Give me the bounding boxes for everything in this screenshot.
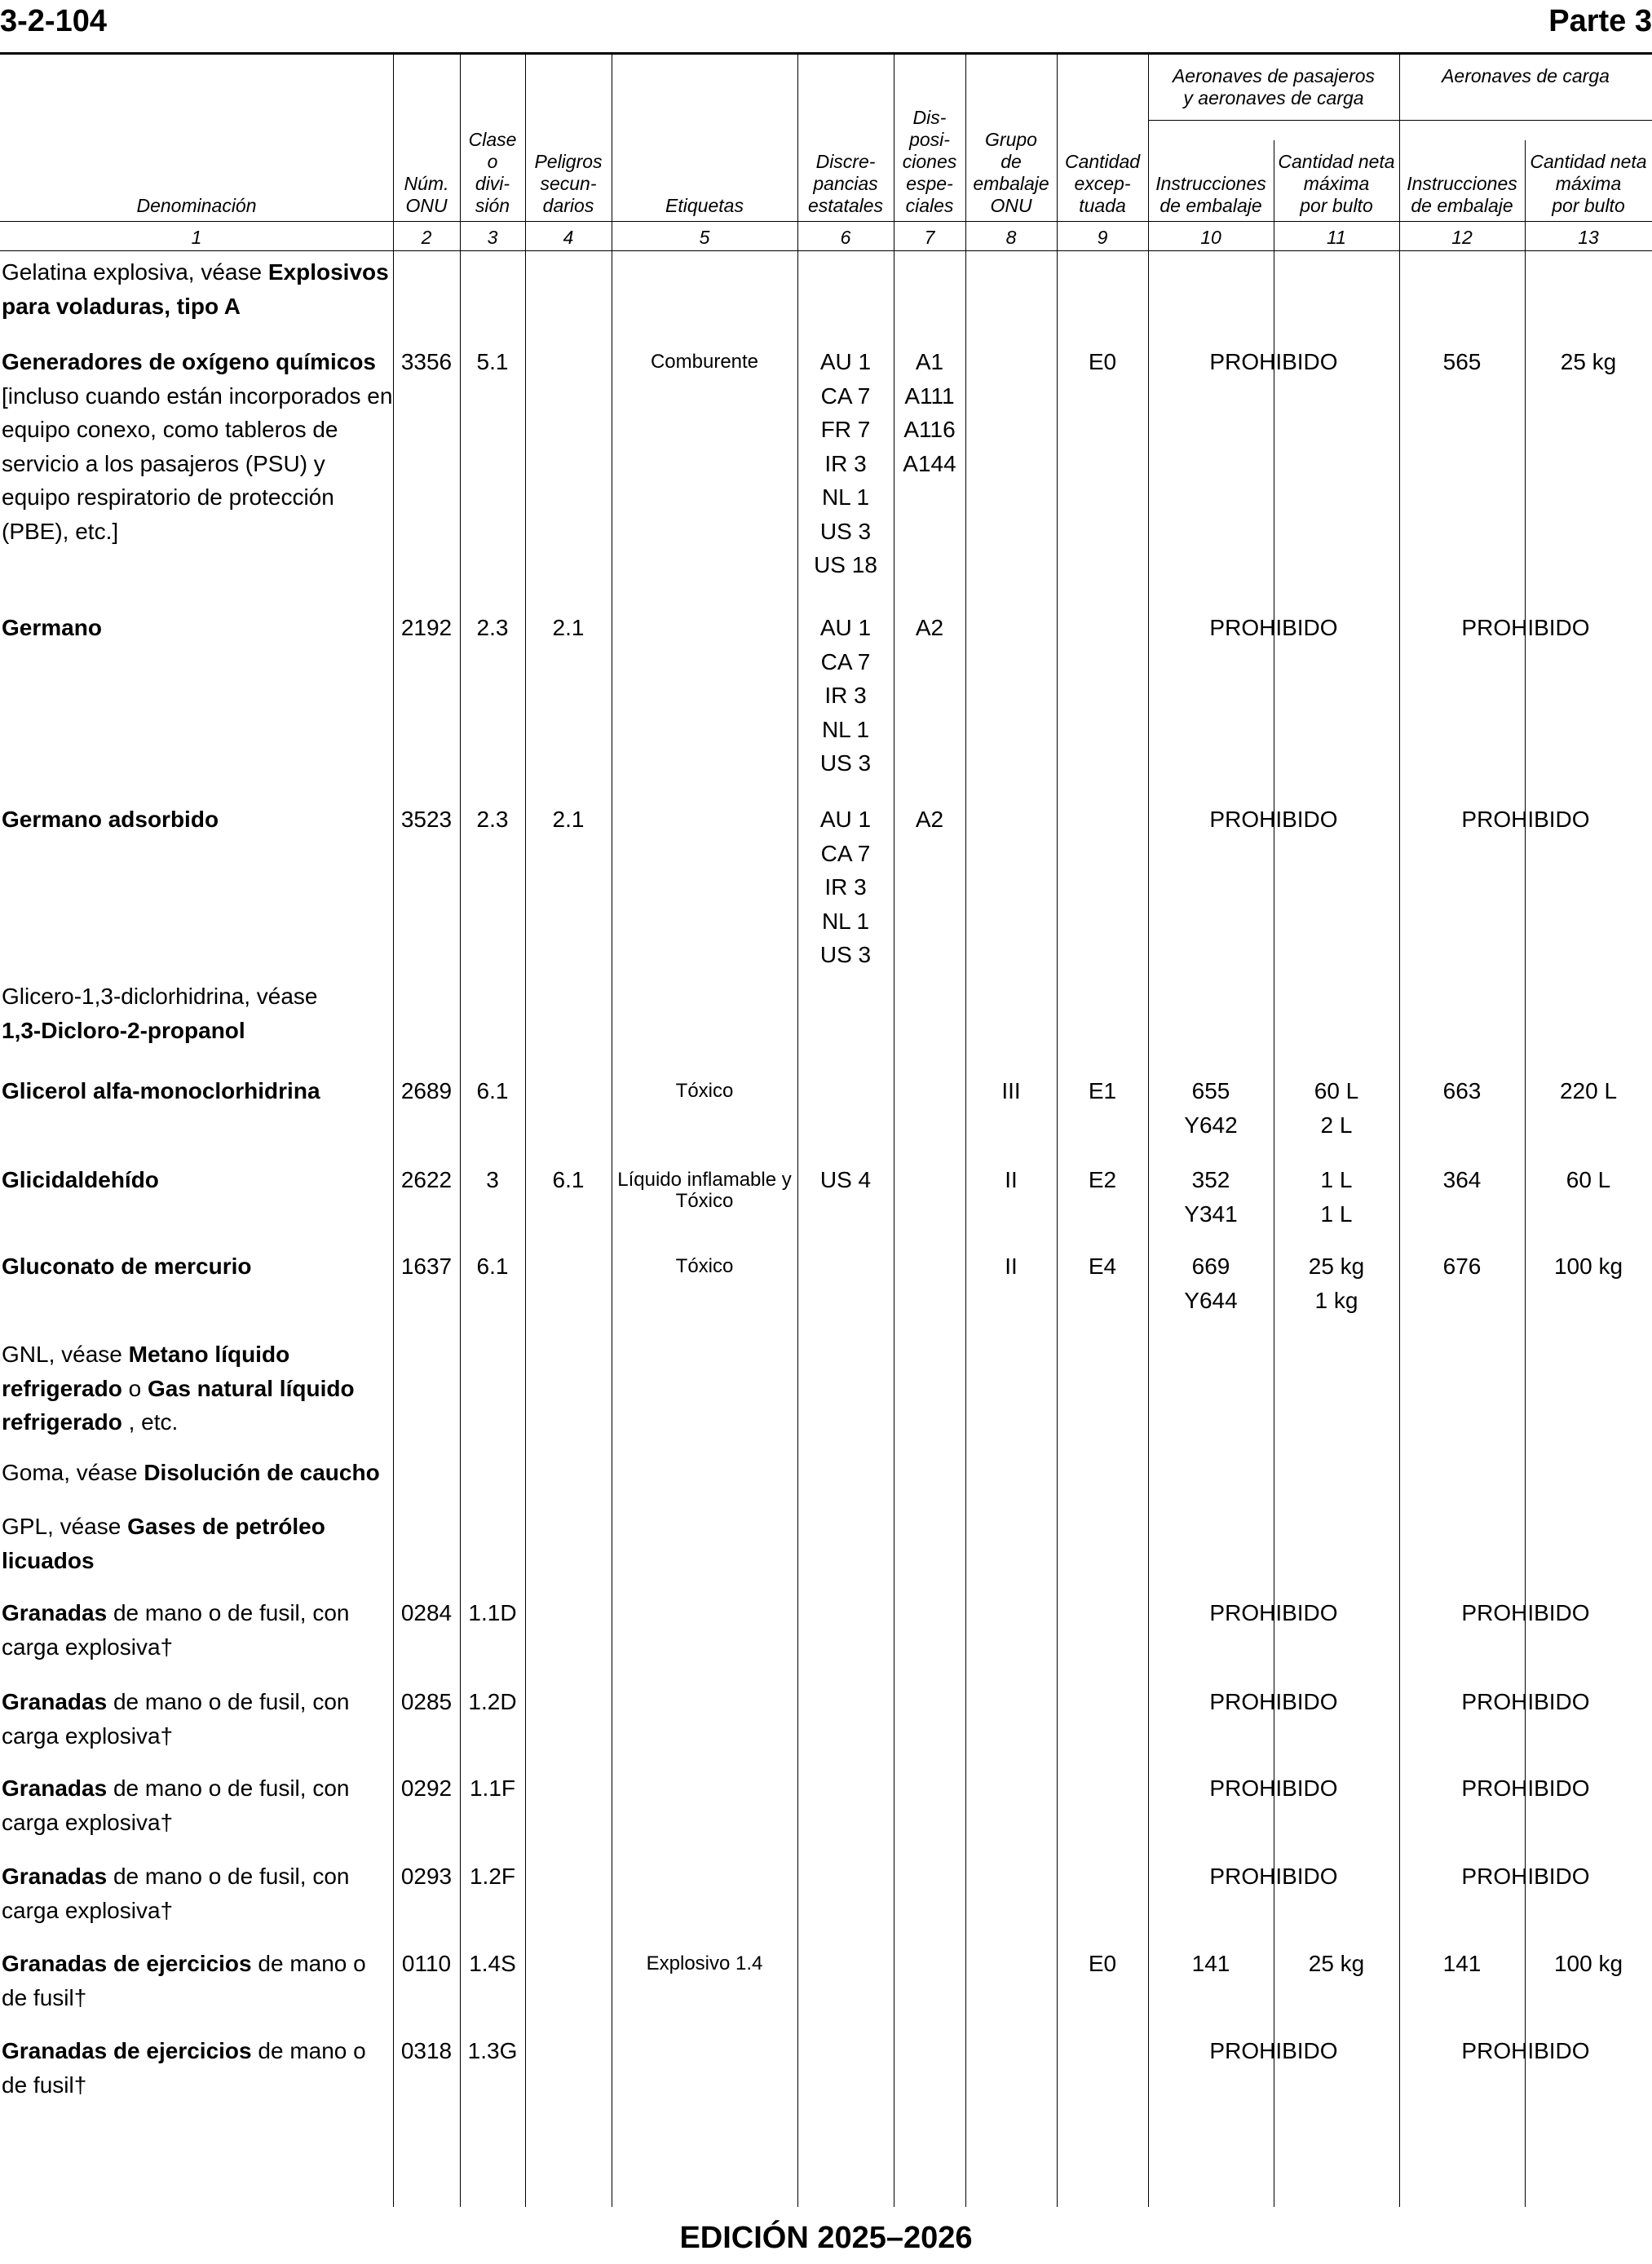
un-number: 3356: [400, 349, 453, 374]
class-division: 6.1: [476, 1254, 509, 1279]
cargo-max-net-quantity: 25 kg: [1560, 349, 1617, 374]
denomination: [2, 1338, 393, 1439]
pax-forbidden: PROHIBIDO: [1209, 807, 1338, 832]
denomination: [2, 803, 393, 837]
special-provisions: A2: [915, 807, 944, 832]
column-number-3: 3: [487, 227, 498, 248]
excepted-quantity: E0: [1088, 349, 1117, 374]
pax-packing-instruction: 655 Y642: [1184, 1078, 1238, 1138]
denomination-text: de mano o de fusil, con carga explosiva†: [2, 1864, 350, 1923]
column-number-10: 10: [1200, 227, 1221, 248]
cargo-forbidden: PROHIBIDO: [1461, 807, 1590, 832]
excepted-quantity: E2: [1088, 1167, 1117, 1192]
grid-line: [0, 250, 1652, 251]
cargo-forbidden: PROHIBIDO: [1461, 1775, 1590, 1801]
column-number-6: 6: [840, 227, 851, 248]
denomination-text: o: [121, 1375, 148, 1401]
state-variations: AU 1 CA 7 IR 3 NL 1 US 3: [819, 615, 872, 776]
grid-line: [0, 221, 1652, 222]
column-number-1: 1: [191, 227, 202, 248]
cargo-max-net-quantity: 100 kg: [1553, 1951, 1623, 1976]
denomination: [2, 1510, 393, 1577]
pax-max-net-quantity: 1 L 1 L: [1320, 1167, 1353, 1227]
denomination: [2, 979, 393, 1047]
pax-max-net-quantity: 25 kg 1 kg: [1308, 1254, 1365, 1313]
un-number: 2192: [400, 615, 453, 640]
denomination-text: refrigerado: [2, 1409, 122, 1435]
column-number-5: 5: [699, 227, 710, 248]
pax-forbidden: PROHIBIDO: [1209, 1775, 1338, 1801]
denomination: [2, 1685, 393, 1753]
cargo-forbidden: PROHIBIDO: [1461, 1600, 1590, 1625]
grid-line: [1148, 120, 1652, 121]
denomination-text: Granadas: [2, 1775, 108, 1801]
hazard-label: Líquido inflamable y Tóxico: [617, 1169, 792, 1212]
column-header-6: Discre- pancias estatales: [807, 151, 884, 216]
pax-forbidden: PROHIBIDO: [1209, 1864, 1338, 1889]
denomination: [2, 255, 393, 323]
cargo-max-net-quantity: 100 kg: [1553, 1254, 1623, 1279]
pax-packing-instruction: 352 Y341: [1184, 1167, 1238, 1227]
column-header-5: Etiquetas: [665, 195, 744, 216]
un-number: 0292: [400, 1775, 453, 1801]
column-header-1: Denominación: [136, 195, 257, 216]
hazard-label: Comburente: [650, 351, 759, 373]
group-header-cargo: Aeronaves de carga: [1442, 65, 1610, 86]
un-number: 2689: [400, 1078, 453, 1103]
column-header-7: Dis- posi- ciones espe- ciales: [902, 107, 957, 216]
denomination-text: Metano líquido: [128, 1342, 290, 1367]
subsidiary-hazard: 2.1: [552, 615, 585, 640]
denomination-text: Glicero-1,3-diclorhidrina, véase: [2, 984, 318, 1009]
denomination: [2, 1074, 393, 1108]
hazard-label: Explosivo 1.4: [646, 1952, 763, 1974]
excepted-quantity: E4: [1088, 1254, 1117, 1279]
class-division: 1.2F: [469, 1864, 516, 1889]
un-number: 0285: [400, 1689, 453, 1714]
un-number: 1637: [400, 1254, 453, 1279]
grid-line: [525, 54, 526, 2207]
denomination-text: GNL, véase: [2, 1342, 129, 1367]
denomination: [2, 1859, 393, 1927]
denomination-text: Granadas: [2, 1864, 108, 1889]
denomination-text: Germano adsorbido: [2, 807, 219, 832]
un-number: 2622: [400, 1167, 453, 1192]
grid-line: [965, 54, 966, 2207]
denomination-text: Glicidaldehído: [2, 1167, 159, 1192]
cargo-forbidden: PROHIBIDO: [1461, 615, 1590, 640]
denomination-text: Disolución de caucho: [144, 1460, 380, 1485]
denomination: [2, 1456, 393, 1490]
state-variations: AU 1 CA 7 FR 7 IR 3 NL 1 US 3 US 18: [814, 349, 877, 577]
state-variations: US 4: [819, 1167, 872, 1192]
subsidiary-hazard: 2.1: [552, 807, 585, 832]
denomination-text: de mano o de fusil†: [2, 2038, 366, 2098]
packing-group: II: [1005, 1167, 1018, 1192]
class-division: 2.3: [476, 807, 509, 832]
denomination-text: Glicerol alfa-monoclorhidrina: [2, 1078, 320, 1103]
denomination-text: Gluconato de mercurio: [2, 1254, 252, 1279]
column-header-4: Peligros secun- darios: [534, 151, 603, 216]
cargo-packing-instruction: 364: [1442, 1167, 1482, 1192]
denomination-text: Germano: [2, 615, 102, 640]
denomination: [2, 1947, 393, 2014]
hazard-label: Tóxico: [675, 1080, 734, 1102]
denomination-text: Generadores de oxígeno químicos: [2, 349, 377, 374]
denomination-text: de mano o de fusil, con carga explosiva†: [2, 1600, 350, 1660]
cargo-forbidden: PROHIBIDO: [1461, 1689, 1590, 1714]
column-header-8: Grupo de embalaje ONU: [973, 129, 1049, 216]
column-header-3: Clase o divi- sión: [468, 129, 517, 216]
pax-packing-instruction: 669 Y644: [1184, 1254, 1238, 1313]
column-number-4: 4: [563, 227, 574, 248]
denomination-text: refrigerado: [2, 1375, 122, 1401]
denomination-text: , etc.: [121, 1409, 179, 1435]
column-number-7: 7: [924, 227, 935, 248]
cargo-packing-instruction: 676: [1442, 1254, 1482, 1279]
denomination-text: Granadas: [2, 1689, 108, 1714]
column-number-13: 13: [1578, 227, 1599, 248]
cargo-max-net-quantity: 220 L: [1559, 1078, 1618, 1103]
column-header-10: Instrucciones de embalaje: [1155, 173, 1266, 216]
denomination-text: [incluso cuando están incorporados en equipo conexo, como tableros de servicio a los pasajeros (PSU) y equipo respiratorio de protección (PBE), etc.]: [2, 382, 393, 544]
denomination: [2, 611, 393, 645]
excepted-quantity: E1: [1088, 1078, 1117, 1103]
cargo-packing-instruction: 141: [1442, 1951, 1482, 1976]
column-number-11: 11: [1327, 227, 1346, 248]
column-header-2: Núm. ONU: [404, 173, 449, 216]
subsidiary-hazard: 6.1: [552, 1167, 585, 1192]
special-provisions: A1 A111 A116 A144: [903, 349, 956, 476]
denomination: [2, 1163, 393, 1197]
cargo-forbidden: PROHIBIDO: [1461, 2038, 1590, 2063]
denomination-text: de mano o de fusil, con carga explosiva†: [2, 1775, 350, 1835]
cargo-packing-instruction: 565: [1442, 349, 1482, 374]
denomination-text: Goma, véase: [2, 1460, 144, 1485]
denomination-text: Gases de petróleo: [127, 1514, 325, 1539]
un-number: 0284: [400, 1600, 453, 1625]
denomination: [2, 1771, 393, 1839]
column-number-12: 12: [1451, 227, 1473, 248]
group-header-passenger: Aeronaves de pasajeros y aeronaves de carga: [1172, 65, 1376, 108]
pax-max-net-quantity: 25 kg: [1308, 1951, 1365, 1976]
pax-packing-instruction: 141: [1191, 1951, 1230, 1976]
class-division: 5.1: [476, 349, 509, 374]
pax-forbidden: PROHIBIDO: [1209, 2038, 1338, 2063]
class-division: 1.1F: [469, 1775, 516, 1801]
cargo-max-net-quantity: 60 L: [1566, 1167, 1611, 1192]
denomination-text: licuados: [2, 1547, 95, 1573]
denomination-text: Granadas: [2, 1600, 108, 1625]
denomination-text: GPL, véase: [2, 1514, 128, 1539]
pax-forbidden: PROHIBIDO: [1209, 615, 1338, 640]
un-number: 0293: [400, 1864, 453, 1889]
class-division: 1.2D: [468, 1689, 517, 1714]
denomination: [2, 1596, 393, 1664]
part-title: Parte 3: [1548, 4, 1652, 38]
column-number-9: 9: [1097, 227, 1108, 248]
denomination-text: Gas natural líquido: [147, 1375, 355, 1401]
packing-group: III: [1001, 1078, 1021, 1103]
denomination-text: de mano o de fusil†: [2, 1951, 366, 2010]
class-division: 2.3: [476, 615, 509, 640]
pax-forbidden: PROHIBIDO: [1209, 1600, 1338, 1625]
pax-max-net-quantity: 60 L 2 L: [1314, 1078, 1359, 1138]
column-header-9: Cantidad excep- tuada: [1064, 151, 1141, 216]
pax-forbidden: PROHIBIDO: [1209, 1689, 1338, 1714]
header-rule: [0, 52, 1652, 55]
column-number-2: 2: [421, 227, 432, 248]
denomination-text: Explosivos: [267, 259, 389, 285]
state-variations: AU 1 CA 7 IR 3 NL 1 US 3: [819, 807, 872, 967]
denomination: [2, 1249, 393, 1284]
special-provisions: A2: [915, 615, 944, 640]
pax-forbidden: PROHIBIDO: [1209, 349, 1338, 374]
denomination-text: Granadas de ejercicios: [2, 2038, 252, 2063]
denomination-text: de mano o de fusil, con carga explosiva†: [2, 1689, 350, 1749]
packing-group: II: [1005, 1254, 1018, 1279]
denomination-text: Gelatina explosiva, véase: [2, 259, 268, 285]
column-header-13: Cantidad neta máxima por bulto: [1530, 151, 1647, 216]
column-header-12: Instrucciones de embalaje: [1407, 173, 1517, 216]
hazard-label: Tóxico: [675, 1255, 734, 1277]
denomination-text: para voladuras, tipo A: [2, 293, 241, 319]
class-division: 1.3G: [467, 2038, 518, 2063]
denomination: [2, 2034, 393, 2102]
class-division: 1.4S: [469, 1951, 516, 1976]
edition-footer: EDICIÓN 2025–2026: [679, 2221, 973, 2255]
class-division: 1.1D: [468, 1600, 517, 1625]
class-division: 6.1: [476, 1078, 509, 1103]
denomination-text: Granadas de ejercicios: [2, 1951, 252, 1976]
page-number: 3-2-104: [0, 4, 107, 38]
column-number-8: 8: [1005, 227, 1017, 248]
excepted-quantity: E0: [1088, 1951, 1117, 1976]
un-number: 0318: [400, 2038, 453, 2063]
class-division: 3: [486, 1167, 499, 1192]
cargo-packing-instruction: 663: [1442, 1078, 1482, 1103]
denomination: [2, 345, 393, 548]
un-number: 3523: [400, 807, 453, 832]
cargo-forbidden: PROHIBIDO: [1461, 1864, 1590, 1889]
un-number: 0110: [401, 1951, 452, 1976]
column-header-11: Cantidad neta máxima por bulto: [1278, 151, 1395, 216]
denomination-text: 1,3-Dicloro-2-propanol: [2, 1017, 245, 1043]
